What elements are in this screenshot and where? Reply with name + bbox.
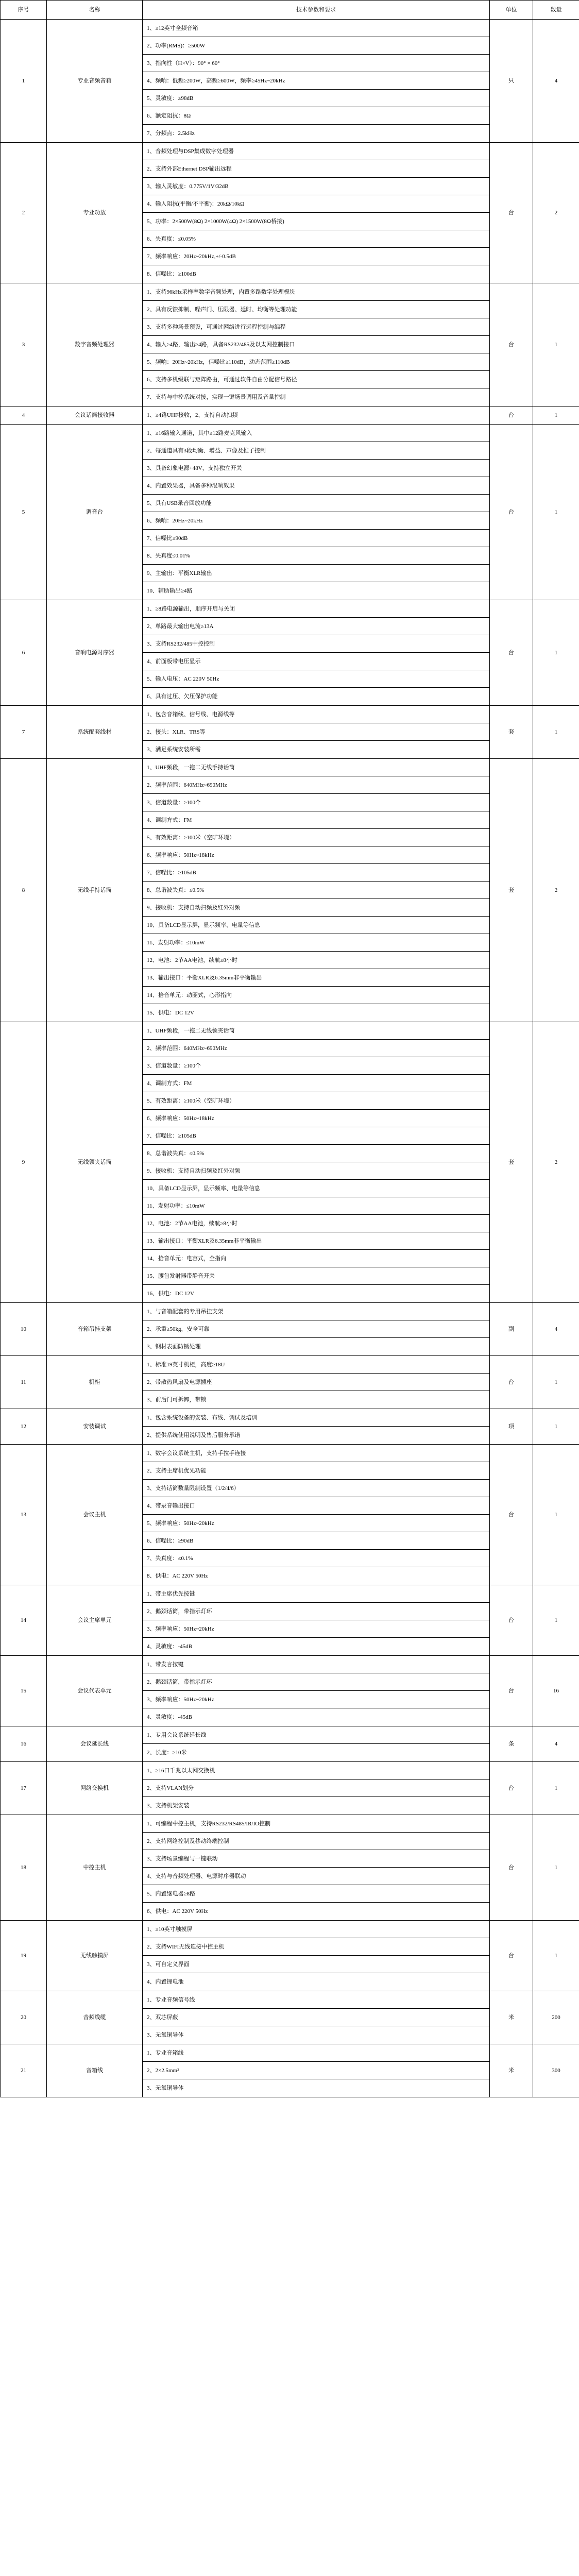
item-quantity: 2: [533, 759, 579, 1022]
item-name: 系统配套线材: [47, 706, 143, 759]
spec-list: [143, 143, 490, 283]
spec-line: 1、专业音箱线: [143, 2044, 489, 2062]
item-quantity: 1: [533, 600, 579, 706]
item-unit: 米: [490, 1991, 533, 2044]
item-quantity: 1: [533, 1585, 579, 1656]
item-quantity: 1: [533, 1409, 579, 1445]
row-number: 20: [1, 1991, 47, 2044]
spec-line: 2、带散热风扇及电源插座: [143, 1374, 489, 1391]
row-number: 15: [1, 1656, 47, 1726]
spec-line: 1、UHF频段，一拖二无线领夹话筒: [143, 1022, 489, 1040]
spec-list: [143, 20, 490, 143]
spec-list: [143, 1445, 490, 1585]
spec-line: 2、频率范围：640MHz~690MHz: [143, 1040, 489, 1057]
item-name: 安装调试: [47, 1409, 143, 1445]
spec-line: 2、支持网络控制及移动终端控制: [143, 1833, 489, 1850]
spec-line: 1、≥16口千兆以太网交换机: [143, 1762, 489, 1780]
item-name: 会议主席单元: [47, 1585, 143, 1656]
row-number: 12: [1, 1409, 47, 1445]
spec-line: 2、具有反馈抑制、噪声门、压限器、延时、均衡等处理功能: [143, 301, 489, 318]
spec-line: 4、带录音输出接口: [143, 1497, 489, 1515]
spec-line: 2、支持VLAN划分: [143, 1780, 489, 1797]
spec-line: 4、灵敏度：-45dB: [147, 1643, 192, 1650]
item-name: 中控主机: [47, 1815, 143, 1921]
item-quantity: 1: [533, 1445, 579, 1585]
spec-line: 1、可编程中控主机，支持RS232/RS485/IR/IO控制: [143, 1815, 489, 1833]
table-row: [1, 283, 579, 406]
spec-line: 3、具备幻象电源+48V，支持独立开关: [143, 460, 489, 477]
item-name: 音响电源时序器: [47, 600, 143, 706]
row-number: 2: [1, 143, 47, 283]
spec-line: 2、接头：XLR、TRS等: [143, 723, 489, 741]
spec-line: 4、内置效果器，具备多种混响效果: [143, 477, 489, 495]
spec-line: 4、频响：低频≥200W，高频≥600W，频率≥45Hz~20kHz: [143, 72, 489, 90]
spec-line: 1、音频处理与DSP集成数字处理器: [143, 143, 489, 160]
item-unit: 副: [490, 1303, 533, 1356]
item-unit: 台: [490, 406, 533, 425]
spec-line: 8、失真度≤0.01%: [143, 547, 489, 565]
item-unit: 台: [490, 143, 533, 283]
item-unit: 套: [490, 759, 533, 1022]
spec-line: 3、前后门可拆卸，带锁: [147, 1397, 207, 1403]
table-row: [1, 1991, 579, 2044]
spec-line: 5、内置继电器≥8路: [143, 1885, 489, 1903]
spec-line: 3、钢材表面防锈处理: [147, 1344, 201, 1350]
spec-line: 7、信噪比：≥105dB: [143, 864, 489, 882]
row-number: 14: [1, 1585, 47, 1656]
spec-line: 2、频率范围：640MHz~690MHz: [143, 776, 489, 794]
item-name: 专业功放: [47, 143, 143, 283]
spec-list: [143, 1921, 490, 1991]
spec-line: 6、失真度：≤0.05%: [143, 230, 489, 248]
item-name: 无线触摸屏: [47, 1921, 143, 1991]
spec-line: 2、鹅颈话筒，带指示灯环: [143, 1603, 489, 1620]
spec-line: 10、具备LCD显示屏，显示频率、电量等信息: [143, 1180, 489, 1197]
header-no: 序号: [1, 1, 47, 20]
header-unit: 单位: [490, 1, 533, 20]
header-row: [1, 1, 579, 20]
spec-line: 4、输入阻抗(平衡/不平衡)：20kΩ/10kΩ: [143, 195, 489, 213]
spec-line: 2、每通道具有3段均衡、增益、声像及推子控制: [143, 442, 489, 460]
table-row: [1, 759, 579, 1022]
spec-line: 6、信噪比：≥90dB: [143, 1532, 489, 1550]
spec-line: 3、支持RS232/485中控控制: [143, 635, 489, 653]
item-quantity: 1: [533, 283, 579, 406]
item-quantity: 1: [533, 1921, 579, 1991]
item-name: 网络交换机: [47, 1762, 143, 1815]
item-unit: 台: [490, 1921, 533, 1991]
spec-list: [143, 1356, 490, 1409]
row-number: 10: [1, 1303, 47, 1356]
spec-line: 7、分频点：2.5kHz: [147, 130, 195, 137]
item-quantity: 4: [533, 20, 579, 143]
item-name: 音频线缆: [47, 1991, 143, 2044]
spec-list: [143, 425, 490, 600]
spec-line: 4、调制方式：FM: [143, 811, 489, 829]
row-number: 11: [1, 1356, 47, 1409]
spec-line: 14、拾音单元：电容式，全指向: [143, 1250, 489, 1267]
spec-line: 5、具有USB录音回放功能: [143, 495, 489, 512]
item-unit: 米: [490, 2044, 533, 2097]
spec-line: 7、信噪比≥90dB: [143, 530, 489, 547]
spec-line: 4、内置锂电池: [147, 1979, 184, 1985]
spec-line: 3、支持机架安装: [147, 1803, 190, 1809]
spec-line: 3、无氧铜导体: [147, 2085, 184, 2091]
spec-line: 9、接收机：支持自动扫频及红外对频: [143, 1162, 489, 1180]
spec-line: 1、支持96kHz采样率数字音频处理，内置多路数字处理模块: [143, 283, 489, 301]
item-quantity: 2: [533, 143, 579, 283]
table-row: [1, 406, 579, 425]
spec-line: 1、数字会议系统主机，支持手拉手连接: [143, 1445, 489, 1462]
spec-line: 1、UHF频段，一拖二无线手持话筒: [143, 759, 489, 776]
spec-line: 2、支持主席机优先功能: [143, 1462, 489, 1480]
spec-line: 4、灵敏度：-45dB: [147, 1714, 192, 1720]
item-quantity: 2: [533, 1022, 579, 1303]
spec-line: 2、支持外部Ethernet DSP输出远程: [143, 160, 489, 178]
table-row: [1, 1303, 579, 1356]
spec-line: 3、输入灵敏度：0.775V/1V/32dB: [143, 178, 489, 195]
spec-list: [143, 1656, 490, 1726]
spec-line: 3、支持场景编程与一键联动: [143, 1850, 489, 1868]
spec-line: 7、频率响应：20Hz~20kHz,+/-0.5dB: [143, 248, 489, 265]
spec-line: 2、承重≥50kg，安全可靠: [143, 1320, 489, 1338]
spec-line: 3、可自定义界面: [143, 1956, 489, 1973]
table-row: [1, 1656, 579, 1726]
row-number: 5: [1, 425, 47, 600]
spec-line: 2、鹅颈话筒，带指示灯环: [143, 1673, 489, 1691]
spec-line: 2、长度：≥10米: [147, 1750, 187, 1756]
spec-line: 7、失真度：≤0.1%: [143, 1550, 489, 1567]
row-number: 7: [1, 706, 47, 759]
spec-line: 3、指向性（H×V）：90° × 60°: [143, 55, 489, 72]
spec-line: 5、灵敏度：≥98dB: [143, 90, 489, 107]
spec-line: 2、提供系统使用说明及售后服务承诺: [147, 1432, 241, 1438]
spec-line: 2、功率(RMS)：≥500W: [143, 37, 489, 55]
spec-list: [143, 1585, 490, 1656]
spec-line: 1、≥10英寸触摸屏: [143, 1921, 489, 1938]
spec-line: 6、频率响应：50Hz~18kHz: [143, 1110, 489, 1127]
table-row: [1, 1921, 579, 1991]
spec-line: 3、满足系统安装所需: [147, 747, 201, 753]
spec-line: 1、与音箱配套的专用吊挂支架: [143, 1303, 489, 1320]
spec-list: [143, 759, 490, 1022]
spec-list: [143, 1762, 490, 1815]
table-row: [1, 1585, 579, 1656]
spec-line: 3、信道数量：≥100个: [143, 1057, 489, 1075]
header-spec: 技术参数和要求: [143, 1, 490, 20]
item-quantity: 16: [533, 1656, 579, 1726]
spec-line: 13、输出接口：平衡XLR及6.35mm非平衡输出: [143, 969, 489, 987]
spec-line: 2、双芯屏蔽: [143, 2009, 489, 2026]
item-quantity: 1: [533, 406, 579, 425]
spec-line: 6、供电：AC 220V 50Hz: [147, 1908, 208, 1914]
item-unit: 台: [490, 1356, 533, 1409]
table-row: [1, 600, 579, 706]
item-quantity: 1: [533, 425, 579, 600]
row-number: 1: [1, 20, 47, 143]
row-number: 8: [1, 759, 47, 1022]
spec-list: [143, 1991, 490, 2044]
item-name: 音箱线: [47, 2044, 143, 2097]
row-number: 19: [1, 1921, 47, 1991]
table-row: [1, 1445, 579, 1585]
spec-body: [1, 20, 579, 2097]
spec-line: 4、前面板带电压显示: [143, 653, 489, 670]
row-number: 17: [1, 1762, 47, 1815]
spec-list: [143, 1022, 490, 1303]
spec-line: 1、包含系统设备的安装、布线、调试及培训: [143, 1409, 489, 1427]
spec-list: [143, 406, 490, 425]
spec-line: 3、支持多种场景预设，可通过网络进行远程控制与编程: [143, 318, 489, 336]
row-number: 13: [1, 1445, 47, 1585]
spec-line: 2、单路最大输出电流≥13A: [143, 618, 489, 635]
item-name: 无线领夹话筒: [47, 1022, 143, 1303]
spec-list: [143, 1303, 490, 1356]
spec-line: 5、频响：20Hz~20kHz，信噪比≥110dB，动态范围≥110dB: [143, 353, 489, 371]
spec-line: 6、具有过压、欠压保护功能: [147, 693, 218, 700]
item-name: 会议延长线: [47, 1726, 143, 1762]
spec-line: 6、频响：20Hz~20kHz: [143, 512, 489, 530]
spec-line: 8、供电：AC 220V 50Hz: [147, 1573, 208, 1579]
spec-line: 4、调制方式：FM: [143, 1075, 489, 1092]
row-number: 9: [1, 1022, 47, 1303]
item-unit: 项: [490, 1409, 533, 1445]
row-number: 6: [1, 600, 47, 706]
item-name: 无线手持话筒: [47, 759, 143, 1022]
spec-line: 1、≥12英寸全频音箱: [143, 20, 489, 37]
table-row: [1, 1356, 579, 1409]
spec-line: 3、支持话筒数量限制设置（1/2/4/6）: [143, 1480, 489, 1497]
spec-line: 8、总谐波失真：≤0.5%: [143, 882, 489, 899]
table-row: [1, 143, 579, 283]
item-unit: 台: [490, 1762, 533, 1815]
spec-line: 1、标准19英寸机柜，高度≥18U: [143, 1356, 489, 1374]
item-quantity: 4: [533, 1303, 579, 1356]
table-row: [1, 20, 579, 143]
table-row: [1, 1815, 579, 1921]
spec-line: 1、≥8路电源输出，顺序开启与关闭: [143, 600, 489, 618]
spec-line: 11、发射功率：≤10mW: [143, 934, 489, 952]
spec-list: [143, 2044, 490, 2097]
spec-line: 15、腰包发射器带静音开关: [143, 1267, 489, 1285]
spec-line: 12、电池：2节AA电池，续航≥8小时: [143, 952, 489, 969]
spec-line: 9、接收机：支持自动扫频及红外对频: [143, 899, 489, 917]
spec-line: 4、支持与音频处理器、电源时序器联动: [143, 1868, 489, 1885]
table-row: [1, 1762, 579, 1815]
spec-line: 5、输入电压：AC 220V 50Hz: [143, 670, 489, 688]
spec-line: 10、辅助输出≥4路: [147, 588, 193, 594]
item-name: 会议主机: [47, 1445, 143, 1585]
spec-line: 7、支持与中控系统对接，实现一键场景调用及音量控制: [147, 394, 286, 400]
spec-line: 5、功率：2×500W(8Ω) 2×1000W(4Ω) 2×1500W(8Ω桥接): [143, 213, 489, 230]
item-quantity: 200: [533, 1991, 579, 2044]
spec-list: [143, 1815, 490, 1921]
spec-list: [143, 1726, 490, 1762]
spec-line: 3、频率响应：50Hz~20kHz: [143, 1691, 489, 1708]
table-row: [1, 706, 579, 759]
item-unit: 台: [490, 1815, 533, 1921]
spec-line: 3、频率响应：50Hz~20kHz: [143, 1620, 489, 1638]
spec-line: 11、发射功率：≤10mW: [143, 1197, 489, 1215]
item-unit: 台: [490, 283, 533, 406]
row-number: 18: [1, 1815, 47, 1921]
spec-line: 1、包含音箱线、信号线、电源线等: [143, 706, 489, 723]
item-unit: 台: [490, 600, 533, 706]
item-name: 会议话筒接收器: [47, 406, 143, 425]
row-number: 3: [1, 283, 47, 406]
item-unit: 台: [490, 1445, 533, 1585]
table-row: [1, 1409, 579, 1445]
spec-line: 5、有效距离：≥100米（空旷环境）: [143, 1092, 489, 1110]
item-unit: 台: [490, 425, 533, 600]
spec-line: 14、拾音单元：动圈式，心形指向: [143, 987, 489, 1004]
row-number: 16: [1, 1726, 47, 1762]
spec-line: 2、支持WIFI无线连接中控主机: [143, 1938, 489, 1956]
header-qty: 数量: [533, 1, 579, 20]
spec-list: [143, 706, 490, 759]
item-quantity: 1: [533, 1762, 579, 1815]
item-quantity: 300: [533, 2044, 579, 2097]
table-row: [1, 425, 579, 600]
item-name: 会议代表单元: [47, 1656, 143, 1726]
spec-line: 7、信噪比：≥105dB: [143, 1127, 489, 1145]
spec-line: 4、输入≥4路，输出≥4路，具备RS232/485及以太网控制接口: [143, 336, 489, 353]
item-unit: 套: [490, 706, 533, 759]
item-quantity: 4: [533, 1726, 579, 1762]
spec-line: 1、专业音频信号线: [143, 1991, 489, 2009]
item-name: 数字音频处理器: [47, 283, 143, 406]
header-name: 名称: [47, 1, 143, 20]
row-number: 4: [1, 406, 47, 425]
spec-line: 2、2×2.5mm²: [143, 2062, 489, 2079]
spec-line: 15、供电：DC 12V: [147, 1010, 194, 1016]
item-quantity: 1: [533, 706, 579, 759]
spec-line: 1、≥4路UHF接收，2、支持自动扫频: [147, 412, 238, 418]
table-row: [1, 1726, 579, 1762]
spec-line: 3、信道数量：≥100个: [143, 794, 489, 811]
table-row: [1, 1022, 579, 1303]
spec-line: 5、频率响应：50Hz~20kHz: [143, 1515, 489, 1532]
item-unit: 台: [490, 1656, 533, 1726]
spec-line: 10、具备LCD显示屏，显示频率、电量等信息: [143, 917, 489, 934]
row-number: 21: [1, 2044, 47, 2097]
spec-line: 1、带主席优先按键: [143, 1585, 489, 1603]
table-row: [1, 2044, 579, 2097]
spec-line: 6、额定阻抗：8Ω: [143, 107, 489, 125]
spec-list: [143, 600, 490, 706]
item-unit: 只: [490, 20, 533, 143]
item-name: 机柜: [47, 1356, 143, 1409]
spec-line: 6、频率响应：50Hz~18kHz: [143, 846, 489, 864]
spec-line: 6、支持多机级联与矩阵路由，可通过软件自由分配信号路径: [143, 371, 489, 388]
spec-list: [143, 283, 490, 406]
spec-line: 9、主输出：平衡XLR输出: [143, 565, 489, 582]
item-name: 音箱吊挂支架: [47, 1303, 143, 1356]
item-unit: 台: [490, 1585, 533, 1656]
spec-line: 3、无氧铜导体: [147, 2032, 184, 2038]
spec-list: [143, 1409, 490, 1445]
spec-line: 13、输出接口：平衡XLR及6.35mm非平衡输出: [143, 1232, 489, 1250]
item-quantity: 1: [533, 1815, 579, 1921]
item-name: 专业音频音箱: [47, 20, 143, 143]
item-name: 调音台: [47, 425, 143, 600]
item-unit: 套: [490, 1022, 533, 1303]
spec-line: 1、带发言按键: [143, 1656, 489, 1673]
spec-line: 12、电池：2节AA电池，续航≥8小时: [143, 1215, 489, 1232]
spec-line: 5、有效距离：≥100米（空旷环境）: [143, 829, 489, 846]
item-quantity: 1: [533, 1356, 579, 1409]
spec-line: 8、信噪比：≥100dB: [147, 271, 196, 277]
spec-line: 1、≥16路输入通道，其中≥12路麦克风输入: [143, 425, 489, 442]
spec-line: 16、供电：DC 12V: [147, 1291, 194, 1297]
spec-line: 8、总谐波失真：≤0.5%: [143, 1145, 489, 1162]
item-unit: 条: [490, 1726, 533, 1762]
spec-line: 1、专用会议系统延长线: [143, 1726, 489, 1744]
